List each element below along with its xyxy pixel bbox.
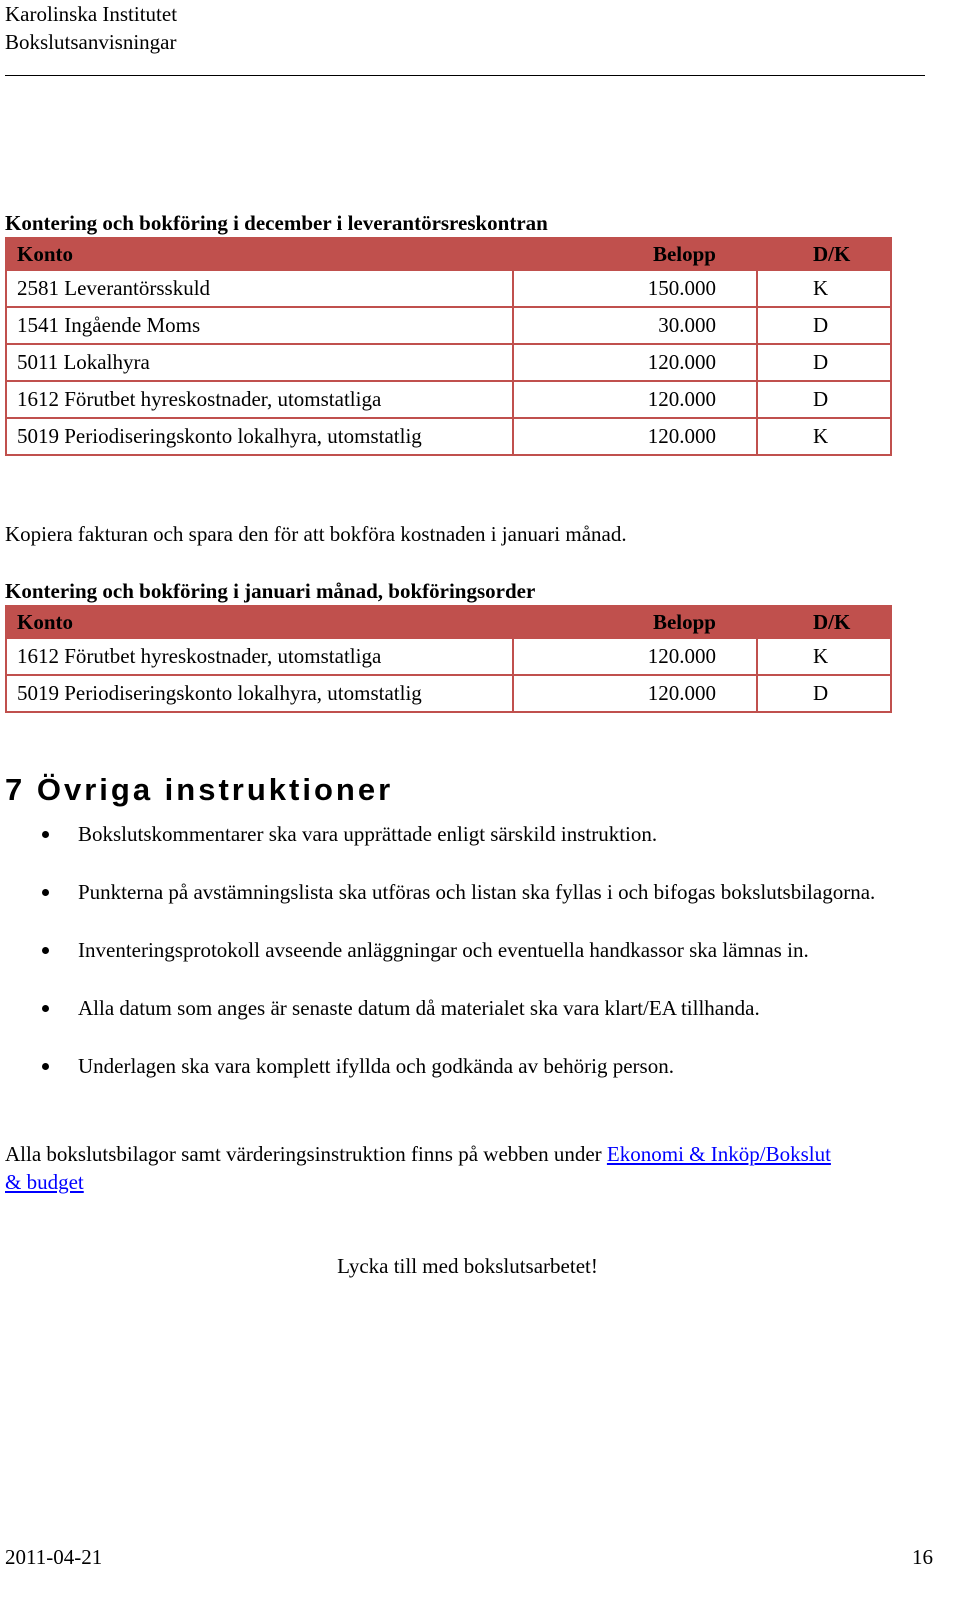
cell-konto: 1612 Förutbet hyreskostnader, utomstatliga bbox=[6, 638, 513, 675]
cell-dk: D bbox=[757, 307, 891, 344]
bullet-icon bbox=[42, 947, 49, 954]
list-item bbox=[0, 1052, 940, 1080]
list-item bbox=[0, 820, 940, 848]
cell-dk: D bbox=[757, 675, 891, 712]
section-7-heading: 7 Övriga instruktioner bbox=[5, 772, 394, 807]
cell-dk: K bbox=[757, 638, 891, 675]
bullet-icon bbox=[42, 1063, 49, 1070]
list-item-text: Inventeringsprotokoll avseende anläggningar och eventuella handkassor ska lämnas in. bbox=[78, 938, 809, 962]
list-item bbox=[0, 936, 940, 964]
cell-dk: D bbox=[757, 381, 891, 418]
table-row bbox=[6, 307, 891, 344]
cell-dk: D bbox=[757, 344, 891, 381]
list-item-text: Bokslutskommentarer ska vara upprättade enligt särskild instruktion. bbox=[78, 822, 658, 846]
list-item bbox=[0, 878, 940, 906]
cell-belopp: 120.000 bbox=[513, 675, 757, 712]
cell-konto: 5011 Lokalhyra bbox=[6, 344, 513, 381]
page-number: 16 bbox=[912, 1545, 933, 1569]
cell-konto: 5019 Periodiseringskonto lokalhyra, utomstatlig bbox=[6, 418, 513, 455]
bullet-icon bbox=[42, 1005, 49, 1012]
cell-konto: 1612 Förutbet hyreskostnader, utomstatliga bbox=[6, 381, 513, 418]
header-document-title: Bokslutsanvisningar bbox=[5, 30, 177, 54]
table-row bbox=[6, 675, 891, 712]
cell-belopp: 120.000 bbox=[513, 381, 757, 418]
footer-date: 2011-04-21 bbox=[5, 1545, 103, 1569]
column-header-belopp: Belopp bbox=[513, 238, 757, 270]
column-header-dk: D/K bbox=[757, 238, 891, 270]
cell-belopp: 150.000 bbox=[513, 270, 757, 307]
instructions-list bbox=[0, 820, 940, 1110]
table-row bbox=[6, 381, 891, 418]
table-row bbox=[6, 418, 891, 455]
bullet-icon bbox=[42, 831, 49, 838]
cell-belopp: 30.000 bbox=[513, 307, 757, 344]
bullet-icon bbox=[42, 889, 49, 896]
column-header-belopp: Belopp bbox=[513, 606, 757, 638]
list-item-text: Punkterna på avstämningslista ska utföras och listan ska fyllas i och bifogas bokslutsbilagorna. bbox=[78, 880, 876, 904]
column-header-konto: Konto bbox=[6, 238, 513, 270]
table-row bbox=[6, 344, 891, 381]
cell-konto: 5019 Periodiseringskonto lokalhyra, utomstatlig bbox=[6, 675, 513, 712]
december-table-heading: Kontering och bokföring i december i leverantörsreskontran bbox=[5, 211, 548, 235]
header-organization: Karolinska Institutet bbox=[5, 2, 178, 26]
january-table-heading: Kontering och bokföring i januari månad, bokföringsorder bbox=[5, 579, 536, 603]
cell-belopp: 120.000 bbox=[513, 418, 757, 455]
cell-konto: 1541 Ingående Moms bbox=[6, 307, 513, 344]
cell-belopp: 120.000 bbox=[513, 344, 757, 381]
table-header-row bbox=[6, 606, 891, 638]
january-ledger-table bbox=[5, 605, 892, 713]
table-header-row bbox=[6, 238, 891, 270]
column-header-konto: Konto bbox=[6, 606, 513, 638]
list-item bbox=[0, 994, 940, 1022]
cell-belopp: 120.000 bbox=[513, 638, 757, 675]
cell-dk: K bbox=[757, 418, 891, 455]
cell-dk: K bbox=[757, 270, 891, 307]
cell-konto: 2581 Leverantörsskuld bbox=[6, 270, 513, 307]
web-note-prefix: Alla bokslutsbilagor samt värderingsinstruktion finns på webben under bbox=[5, 1142, 607, 1166]
list-item-text: Alla datum som anges är senaste datum då materialet ska vara klart/EA tillhanda. bbox=[78, 996, 760, 1020]
table-row bbox=[6, 638, 891, 675]
closing-message: Lycka till med bokslutsarbetet! bbox=[337, 1254, 598, 1278]
ekonomi-bokslut-link[interactable]: Ekonomi & Inköp/Bokslut & budget bbox=[5, 1142, 831, 1194]
running-header bbox=[5, 0, 177, 56]
december-ledger-table bbox=[5, 237, 892, 456]
list-item-text: Underlagen ska vara komplett ifyllda och godkända av behörig person. bbox=[78, 1054, 674, 1078]
web-resources-note bbox=[5, 1140, 835, 1196]
table-row bbox=[6, 270, 891, 307]
header-rule bbox=[5, 75, 925, 76]
copy-invoice-note: Kopiera fakturan och spara den för att bokföra kostnaden i januari månad. bbox=[5, 522, 627, 546]
column-header-dk: D/K bbox=[757, 606, 891, 638]
